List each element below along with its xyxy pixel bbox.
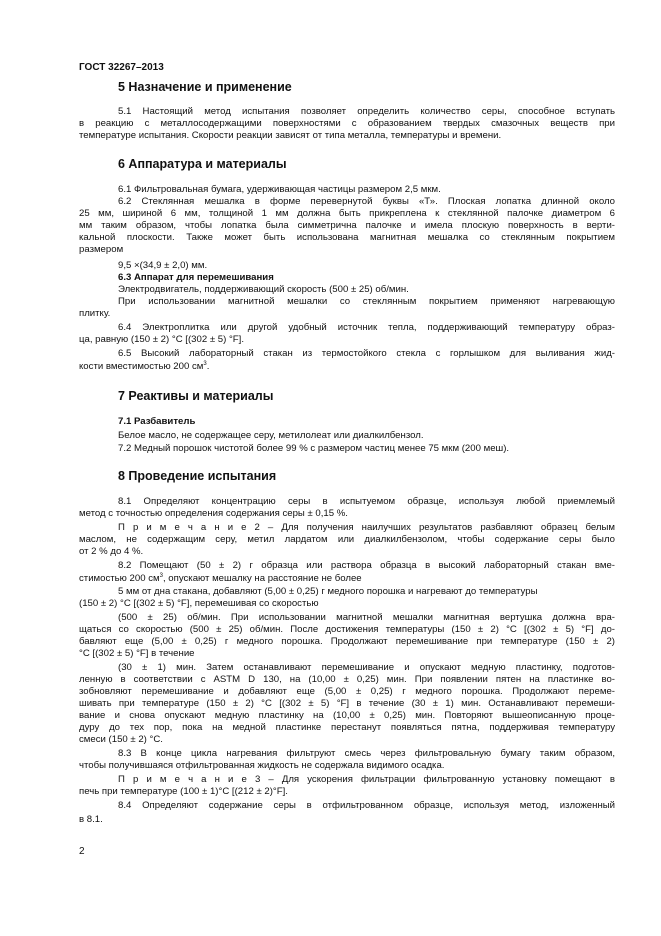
text-line: стимостью 200 $см^3$, опускают мешалку на расстояние не более [79, 573, 362, 584]
note-line: П р и м е ч а н и е 3 – Для ускорения фильтрации фильтрованную установку помещают в [118, 774, 615, 785]
text-line: Электродвигатель, поддерживающий скорость (500 ± 25) об/мин. [118, 284, 409, 295]
text-line: зобновляют перемешивание и добавляют еще (5,00 ± 0,25) г медного порошка. Продолжают переме- [79, 686, 615, 697]
text-line: 6.2 Стеклянная мешалка в форме перевернутой буквы «Т». Плоская лопатка длинной около [118, 196, 615, 207]
text-line: температуре испытания. Скорости реакции зависят от типа металла, температуры и времени. [79, 130, 502, 141]
text-line: 8.2 Помещают (50 ± 2) г образца или раствора образца в высокий лабораторный стакан вме- [118, 560, 615, 571]
section-5-title: 5 Назначение и применение [118, 80, 292, 94]
note-line: от 2 % до 4 %. [79, 546, 144, 557]
superscript: 3 [159, 573, 163, 579]
subsection-heading: 7.1 Разбавитель [118, 416, 196, 427]
text-line: 7.2 Медный порошок чистотой более 99 % с размером частиц менее 75 мкм (200 меш). [118, 443, 510, 454]
text-line: в реакцию с металлосодержащими поверхностями с образованием твердых смазочных веществ при [79, 118, 615, 129]
text-line: 5 мм от дна стакана, добавляют (5,00 ± 0,25) г медного порошка и нагревают до температуры [118, 586, 538, 597]
subsection-heading: 6.3 Аппарат для перемешивания [118, 272, 274, 283]
text-line: 25 мм, шириной 6 мм, толщиной 1 мм должна быть прикреплена к стеклянной палочке диаметром 6 [79, 208, 615, 219]
superscript: 3 [203, 361, 207, 367]
standard-header: ГОСТ 32267–2013 [79, 62, 164, 73]
text-line: плитку. [79, 308, 111, 319]
page-number: 2 [79, 846, 85, 857]
section-7-title: 7 Реактивы и материалы [118, 389, 274, 403]
text-line: (500 ± 25) об/мин. При использовании магнитной мешалки магнитная вертушка должна вра- [118, 612, 615, 623]
note-line: П р и м е ч а н и е 2 – Для получения наилучших результатов разбавляют образец белым [118, 522, 615, 533]
text-line: 8.1 Определяют концентрацию серы в испытуемом образце, используя любой приемлемый [118, 496, 615, 507]
text-line: кальной плоскости. Также может быть использована магнитная мешалка со стеклянным покрытием [79, 232, 615, 243]
text-line: (30 ± 1) мин. Затем останавливают перемешивание и опускают медную пластинку, подготов- [118, 662, 615, 673]
text-line: При использовании магнитной мешалки со стеклянным покрытием применяют нагревающую [118, 296, 615, 307]
text-line: в 8.1. [79, 814, 103, 825]
text-line: 9,5 ×(34,9 ± 2,0) мм. [118, 260, 208, 271]
text-line: 8.3 В конце цикла нагревания фильтруют смесь через фильтровальную бумагу таким образом, [118, 748, 615, 759]
text-line: 6.4 Электроплитка или другой удобный источник тепла, поддерживающий температуру образ- [118, 322, 615, 333]
text-line: 5.1 Настоящий метод испытания позволяет определить количество серы, способное вступать [118, 106, 615, 117]
text-line: 6.5 Высокий лабораторный стакан из термостойкого стекла с горлышком для выливания жид- [118, 348, 615, 359]
text-line: бавляют еще (5,00 ± 0,25) г медного порошка. Продолжают перемешивание при температуре (150 ± 2) [79, 636, 615, 647]
section-6-title: 6 Аппаратура и материалы [118, 157, 287, 171]
text-line: °С [(302 ± 5) °F] в течение [79, 648, 195, 659]
section-8-title: 8 Проведение испытания [118, 469, 277, 483]
text-line: размером [79, 244, 124, 255]
text-line: дуру до тех пор, пока на медной пластинке перестанут появляться пятна, поддерживая температуру [79, 722, 615, 733]
text-line: смеси (150 ± 2) °С. [79, 734, 163, 745]
text-line: кости вместимостью 200 $см^3$. [79, 361, 210, 372]
text-line: 8.4 Определяют содержание серы в отфильтрованном образце, используя метод, изложенный [118, 800, 615, 811]
note-line: маслом, не содержащим серу, метил лардатом или диалкилбензолом, чтобы содержание серы было [79, 534, 615, 545]
text-line: Белое масло, не содержащее серу, метилолеат или диалкилбензол. [118, 430, 424, 441]
text-line: чтобы получившаяся отфильтрованная жидкость не содержала видимого осадка. [79, 760, 445, 771]
text-line: шивать при температуре (150 ± 2) °С [(302 ± 5) °F] в течение (30 ± 1) мин. Останавливают перемеши- [79, 698, 615, 709]
text-line: (150 ± 2) °С [(302 ± 5) °F], перемешивая со скоростью [79, 598, 319, 609]
text-line: ленную в соответствии с ASTM D 130, на (10,00 ± 0,25) мин. При появлении пятен на пластинке во- [79, 674, 615, 685]
text-line: метод с точностью определения содержания серы ± 0,15 %. [79, 508, 348, 519]
text-line: ца, равную (150 ± 2) °С [(302 ± 5) °F]. [79, 334, 244, 345]
text-line: вание и снова опускают медную пластинку на (10,00 ± 0,25) мин. Повторяют вышеописанную проце- [79, 710, 615, 721]
text-line: щаться со скоростью (500 ± 25) об/мин. После достижения температуры (150 ± 2) °С [(302 ± 5) °F] до- [79, 624, 615, 635]
text-line: 6.1 Фильтровальная бумага, удерживающая частицы размером 2,5 мкм. [118, 184, 441, 195]
note-line: печь при температуре (100 ± 1)°С [(212 ± 2)°F]. [79, 786, 288, 797]
text-line: мм таким образом, чтобы лопатка была симметрична палочке и имела плоскую поверхность в верти- [79, 220, 615, 231]
